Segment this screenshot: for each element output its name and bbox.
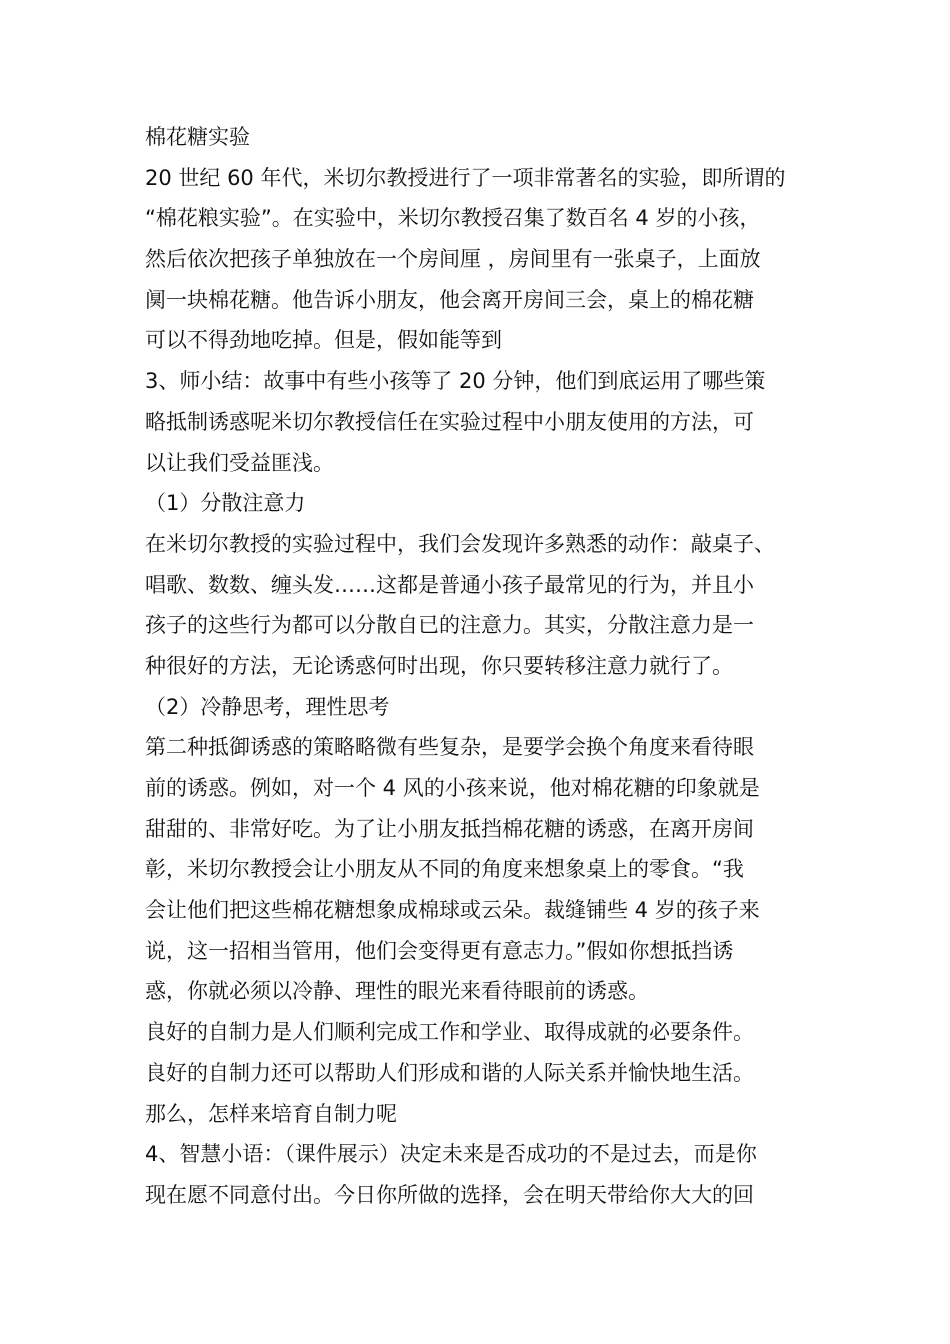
text-line: 在米切尔教授的实验过程中，我们会发现许多熟悉的动作：敲桌子、 xyxy=(145,531,775,556)
text-line: 唱歌、数数、缠头发……这都是普通小孩子最常见的行为，并且小 xyxy=(145,572,754,597)
text-line: 前的诱惑。例如，对一个 4 风的小孩来说，他对棉花糖的印象就是 xyxy=(145,776,760,800)
text-line: 会让他们把这些棉花糖想象成棉球或云朵。裁缝铺些 4 岁的孩子来 xyxy=(145,898,760,923)
text-line: 种很好的方法，无论诱惑何时出现，你只要转移注意力就行了。 xyxy=(145,653,733,678)
text-line: “棉花粮实验”。在实验中，米切尔教授召集了数百名 4 岁的小孩， xyxy=(145,206,761,231)
text-line: 20 世纪 60 年代，米切尔教授进行了一项非常著名的实验，即所谓的 xyxy=(145,165,786,190)
text-line: 孩子的这些行为都可以分散自已的注意力。其实，分散注意力是一 xyxy=(145,613,754,638)
text-line: 略抵制诱惑呢米切尔教授信任在实验过程中小朋友使用的方法，可 xyxy=(145,409,754,434)
section-heading: （1）分散注意力 xyxy=(145,491,306,516)
document-body xyxy=(145,117,825,1216)
text-line: 现在愿不同意付出。今日你所做的选择，会在明天带给你大大的回 xyxy=(145,1182,754,1207)
section-heading: （2）冷静思考，理性思考 xyxy=(145,694,390,719)
text-line: 彰，米切尔教授会让小朋友从不同的角度来想象桌上的零食。“我 xyxy=(145,857,744,882)
text-line: 第二种抵御诱惑的策略略微有些复杂，是要学会换个角度来看待眼 xyxy=(145,735,754,760)
text-line: 以让我们受益匪浅。 xyxy=(145,450,334,475)
text-line: 3、师小结：故事中有些小孩等了 20 分钟，他们到底运用了哪些策 xyxy=(145,369,766,394)
text-line: 说，这一招相当管用，他们会变得更有意志力。”假如你想抵挡诱 xyxy=(145,938,734,963)
text-line: 然后依次把孩子单独放在一个房间厘 ，房间里有一张桌子，上面放 xyxy=(145,247,761,272)
text-line: 阒一块棉花糖。他告诉小朋友，他会离开房间三会，桌上的棉花糖 xyxy=(145,287,754,312)
text-line: 甜甜的、非常好吃。为了让小朋友抵挡棉花糖的诱惑，在离开房间 xyxy=(145,816,754,841)
text-line: 可以不得劲地吃掉。但是，假如能等到 xyxy=(145,328,502,353)
text-line: 那么，怎样来培育自制力呢 xyxy=(145,1101,397,1126)
text-line: 良好的自制力还可以帮助人们形成和谐的人际关系并愉快地生活。 xyxy=(145,1060,754,1085)
text-line: 4、智慧小语：（课件展示）决定未来是否成功的不是过去，而是你 xyxy=(145,1142,757,1167)
document-title: 棉花糖实验 xyxy=(145,125,250,149)
text-line: 良好的自制力是人们顺利完成工作和学业、取得成就的必要条件。 xyxy=(145,1020,754,1045)
text-line: 惑，你就必须以冷静、理性的眼光来看待眼前的诱惑。 xyxy=(145,979,649,1004)
